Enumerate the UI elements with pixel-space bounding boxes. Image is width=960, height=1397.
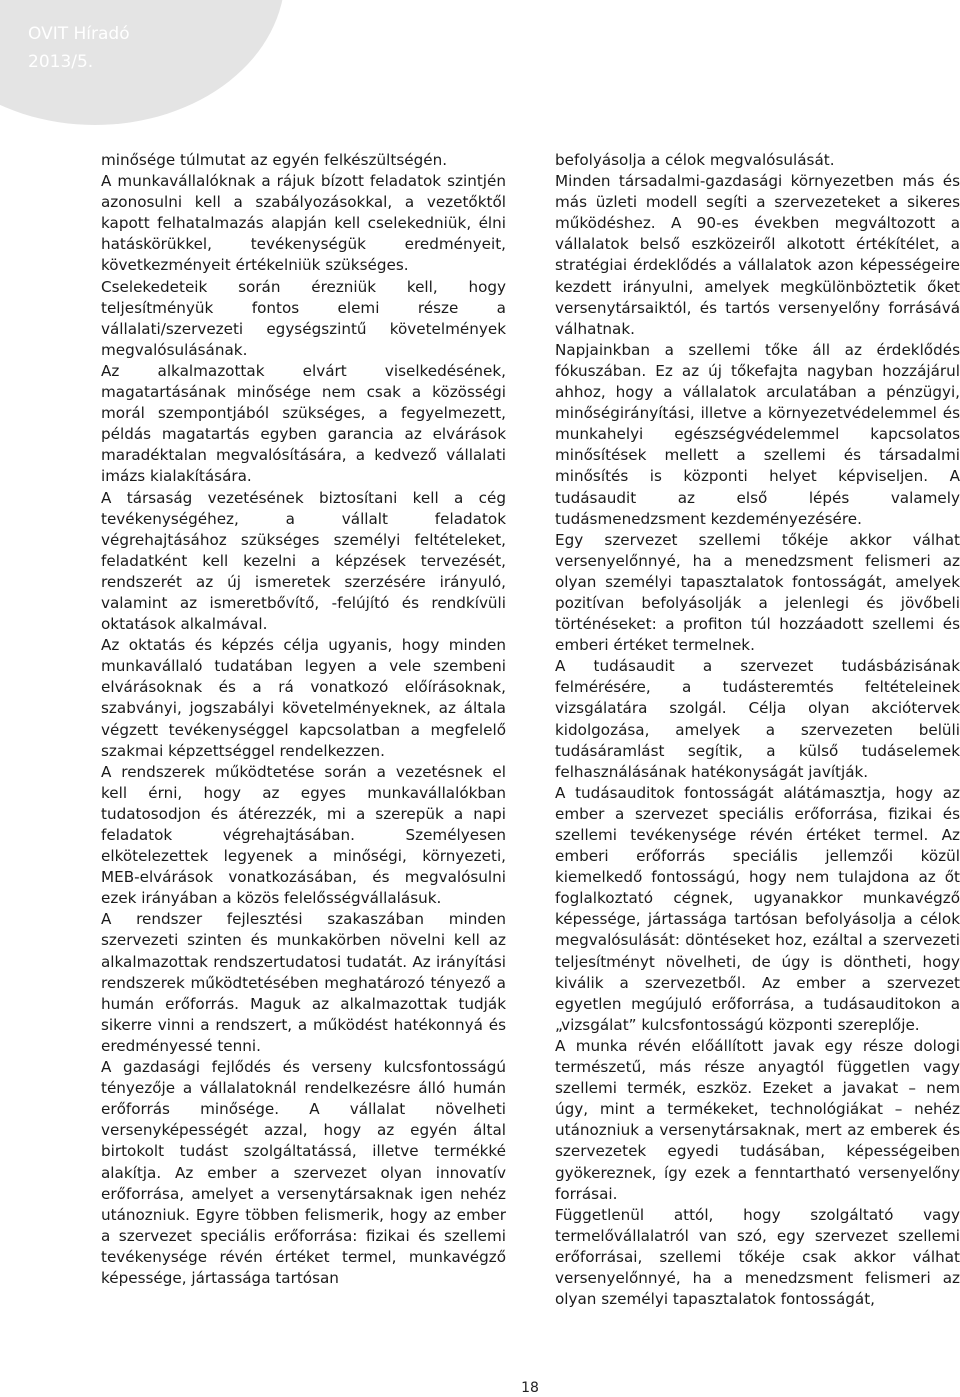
paragraph: Az alkalmazottak elvárt viselkedésének, magatartásának minősége nem csak a közösségi morál szempontjából szükséges, a fegyelmezett, példás magatartás egyben garancia az elvárások maradéktalan megvalósítására, a kedvező vállalati imázs kialakítására.: [101, 361, 506, 486]
paragraph: Egy szervezet szellemi tőkéje akkor válhat versenyelőnnyé, ha a menedzsment felismeri az olyan személyi tapasztalatok fontosságát, amelyek pozitívan befolyásolják a jelenlegi és jövőbeli történéseket: a profiton túl hozzáadott szellemi és emberi értéket termelnek.: [555, 530, 960, 655]
paragraph: A tudásauditok fontosságát alátámasztja, hogy az ember a szervezet speciális erőforrása, fizikai és szellemi tevékenysége révén értéket termel. Az emberi erőforrás speciális jellemzői közül kiemelkedő fontosságú, hogy nem tulajdona az őt foglalkoztató cégnek, ugyanakkor munkavégző képessége, jártassága tartósan befolyásolja a célok megvalósulását: döntéseket hoz, ezáltal a szervezeti teljesítményt növelheti, de úgy is döntheti, hogy kiválik a szervezetből. Az ember a szervezet egyetlen megújuló erőforrása, a tudásauditokon a „vizsgálat” kulcsfontosságú központi szereplője.: [555, 783, 960, 1034]
issue-number: 2013/5.: [28, 52, 94, 72]
paragraph: Az oktatás és képzés célja ugyanis, hogy minden munkavállaló tudatában legyen a vele szembeni elvárásoknak és a rá vonatkozó előírásoknak, szabványi, jogszabályi követelményeknek, az általa végzett tevékenységgel kapcsolatban a megfelelő szakmai képzettséggel rendelkezzen.: [101, 636, 506, 760]
paragraph: A társaság vezetésének biztosítani kell a cég tevékenységéhez, a vállalt feladatok végrehajtásához szükséges személyi feltételeket, feladatként kell kezelni a képzések tervezését, rendszerét az új ismeretek szerzésére irányuló, valamint az ismeretbővítő, -felújító és rendkívüli oktatások alkalmával.: [101, 488, 506, 634]
paragraph: A tudásaudit a szervezet tudásbázisának felmérésére, a tudásteremtés feltételeinek vizsgálatára szolgál. Célja olyan akciótervek kidolgozása, amelyek a szervezeten belüli tudásáramlást segítik, a külső tudáselemek felhasználásának hatékonyságát javítják.: [555, 657, 960, 781]
paragraph: A munka révén előállított javak egy része dologi természetű, más része anyagtól független vagy szellemi termék, eszköz. Ezeket a javakat – nem úgy, mint a termékeket, technológiákat – nehéz utánozniuk a versenytársaknak, mert az emberek és szervezetek egyedi tudásában, képességeiben gyökereznek, így ezek a fenntartható versenyelőny forrásai.: [555, 1036, 960, 1203]
running-header: [28, 20, 130, 76]
paragraph: minősége túlmutat az egyén felkészültségén.: [101, 151, 448, 169]
paragraph: Cselekedeteik során érezniük kell, hogy teljesítményük fontos elemi része a vállalati/szervezeti egységszintű követelmények megvalósulásának.: [101, 277, 506, 359]
left-text-column: [101, 150, 506, 1289]
paragraph: Függetlenül attól, hogy szolgáltató vagy termelővállalatról van szó, egy szervezet szellemi erőforrásai, szellemi tőkéje csak akkor válhat versenyelőnnyé, ha a menedzsment felismeri az olyan személyi tapasztalatok fontosságát,: [555, 1205, 960, 1309]
paragraph: A gazdasági fejlődés és verseny kulcsfontosságú tényezője a vállalatoknál rendelkezésre álló humán erőforrás minősége. A vállalat növelheti versenyképességét azzal, hogy az egyén által birtokolt tudást szolgáltatássá, illetve termékké alakítja. Az ember a szervezet olyan innovatív erőforrása, amelyet a versenytársaknak igen nehéz utánozniuk. Egyre többen felismerik, hogy az ember a szervezet speciális erőforrása: fizikai és szellemi tevékenysége révén értéket termel, munkavégző képessége, jártassága tartósan: [101, 1058, 506, 1287]
paragraph: A munkavállalóknak a rájuk bízott feladatok szintjén azonosulni kell a szabályozásokkal, a vezetőktől kapott felhatalmazás alapján kell cselekedniük, élni hatáskörükkel, tevékenységük eredményeit, következményeit értékelniük szükséges.: [101, 172, 506, 275]
right-text-column: [555, 150, 960, 1310]
paragraph: Napjainkban a szellemi tőke áll az érdeklődés fókuszában. Ez az új tőkefajta nagyban hozzájárul ahhoz, hogy a vállalatok arculatában a pénzügyi, minőségirányítási, illetve a környezetvédelemmel és munkahelyi egészségvédelemmel kapcsolatos minősítések mellett a szellemi és társadalmi minősítés is központi helyet képviseljen. A tudásaudit az első lépés valamely tudásmenedzsment kezdeményezésére.: [555, 340, 960, 528]
paragraph: A rendszer fejlesztési szakaszában minden szervezeti szinten és munkakörben növelni kell az alkalmazottak rendszertudatosi tudatát. Az irányítási rendszerek működtetésében meghatározó tényező a humán erőforrás. Maguk az alkalmazottak tudják sikerre vinni a rendszert, a működést hatékonnyá és eredményessé tenni.: [101, 910, 506, 1055]
paragraph: A rendszerek működtetése során a vezetésnek el kell érni, hogy az egyes munkavállalókban tudatosodjon és átérezzék, mi a szerepük a napi feladatok végrehajtásában. Személyesen elkötelezettek legyenek a minőségi, környezeti, MEB-elvárások vonatkozásában, és megvalósulni ezek irányában a közös felelősségvállalásuk.: [101, 762, 506, 908]
paragraph: Minden társadalmi-gazdasági környezetben más és más üzleti modell segíti a szervezeteket a sikeres működéshez. A 90-es években megváltozott a vállalatok belső eszközeiről alkotott értékítélet, a stratégiai érdeklődés a vállalatok azon képességeire kezdett irányulni, amelyek megkülönböztetik őket versenytársaiktól, és tartós versenyelőny forrásává válhatnak.: [555, 172, 960, 338]
publication-title: OVIT Híradó: [28, 24, 130, 44]
page-number: 18: [521, 1380, 539, 1396]
paragraph: befolyásolja a célok megvalósulását.: [555, 151, 835, 169]
